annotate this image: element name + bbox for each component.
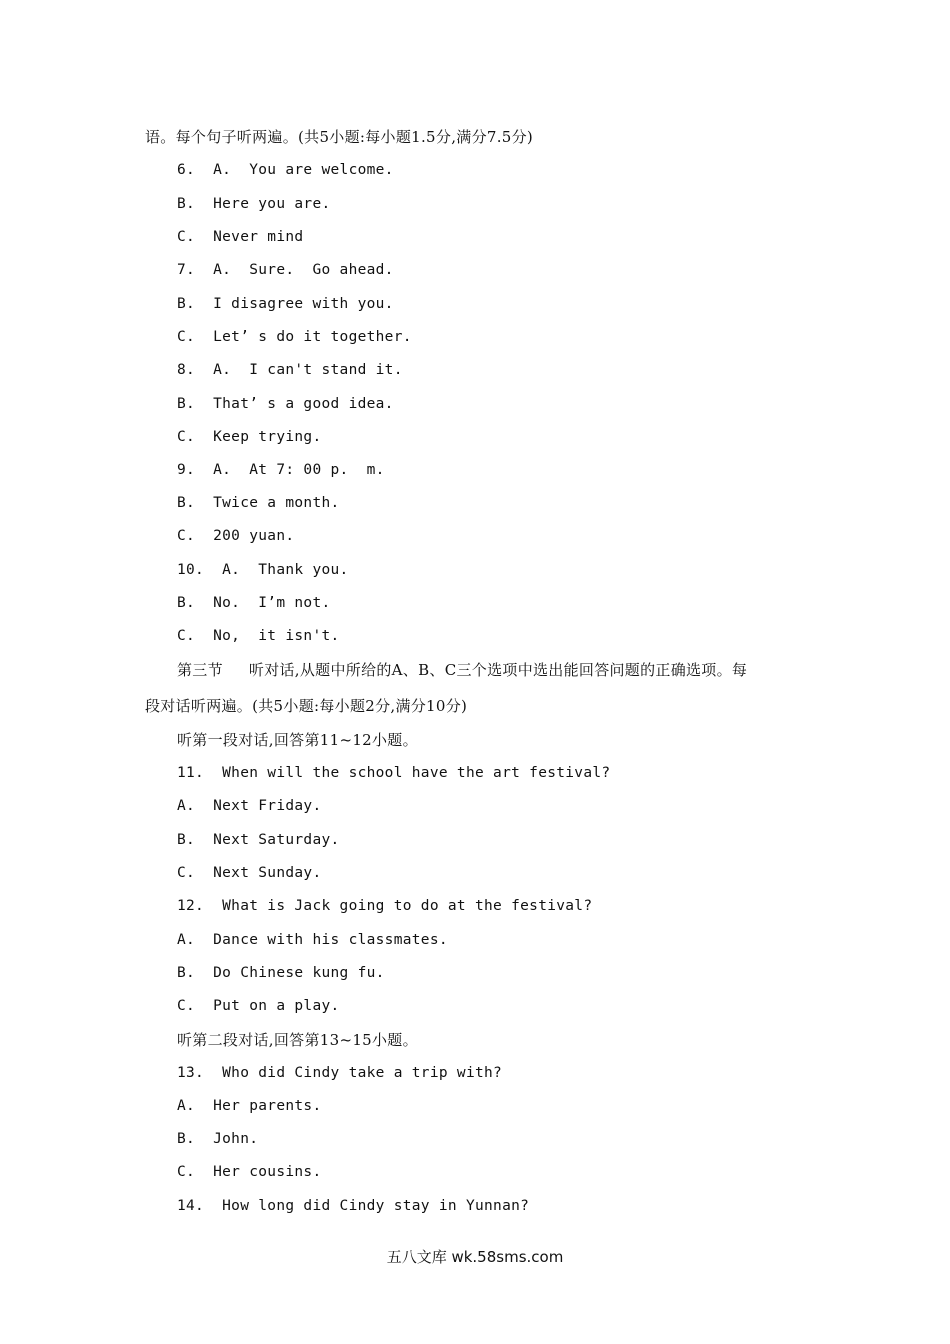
- q11-option-c: C. Next Sunday.: [177, 865, 322, 881]
- q13-option-a: A. Her parents.: [177, 1098, 322, 1114]
- q13-option-c: C. Her cousins.: [177, 1164, 322, 1180]
- q13-option-b: B. John.: [177, 1131, 259, 1147]
- q7-option-b: B. I disagree with you.: [177, 296, 394, 312]
- q6-option-a: 6. A. You are welcome.: [177, 162, 394, 178]
- section2-instruction-tail: 语。每个句子听两遍。(共5小题:每小题1.5分,满分7.5分): [145, 128, 534, 146]
- q6-option-c: C. Never mind: [177, 229, 304, 245]
- q11-question: 11. When will the school have the art festival?: [177, 765, 611, 781]
- q12-option-b: B. Do Chinese kung fu.: [177, 965, 385, 981]
- q11-option-a: A. Next Friday.: [177, 798, 322, 814]
- q8-option-a: 8. A. I can't stand it.: [177, 362, 403, 378]
- q10-option-c: C. No, it isn't.: [177, 628, 340, 644]
- q10-option-a: 10. A. Thank you.: [177, 562, 349, 578]
- q12-question: 12. What is Jack going to do at the festival?: [177, 898, 593, 914]
- q8-option-b: B. That’ s a good idea.: [177, 396, 394, 412]
- q10-option-b: B. No. I’m not.: [177, 595, 331, 611]
- q11-option-b: B. Next Saturday.: [177, 832, 340, 848]
- q9-option-b: B. Twice a month.: [177, 495, 340, 511]
- q12-option-a: A. Dance with his classmates.: [177, 932, 448, 948]
- section3-instruction-cont: 段对话听两遍。(共5小题:每小题2分,满分10分): [145, 697, 468, 715]
- section3-heading-line: [177, 660, 747, 680]
- q8-option-c: C. Keep trying.: [177, 429, 322, 445]
- dialogue1-intro: 听第一段对话,回答第11~12小题。: [177, 731, 418, 749]
- q9-option-c: C. 200 yuan.: [177, 528, 295, 544]
- section3-instruction: 听对话,从题中所给的A、B、C三个选项中选出能回答问题的正确选项。每: [248, 661, 748, 679]
- section3-heading: 第三节: [177, 661, 223, 679]
- q12-option-c: C. Put on a play.: [177, 998, 340, 1014]
- page-footer: 五八文库 wk.58sms.com: [386, 1248, 564, 1266]
- q7-option-c: C. Let’ s do it together.: [177, 329, 412, 345]
- q6-option-b: B. Here you are.: [177, 196, 331, 212]
- q9-option-a: 9. A. At 7: 00 p. m.: [177, 462, 385, 478]
- q14-question: 14. How long did Cindy stay in Yunnan?: [177, 1198, 530, 1214]
- dialogue2-intro: 听第二段对话,回答第13~15小题。: [177, 1031, 418, 1049]
- q13-question: 13. Who did Cindy take a trip with?: [177, 1065, 503, 1081]
- q7-option-a: 7. A. Sure. Go ahead.: [177, 262, 394, 278]
